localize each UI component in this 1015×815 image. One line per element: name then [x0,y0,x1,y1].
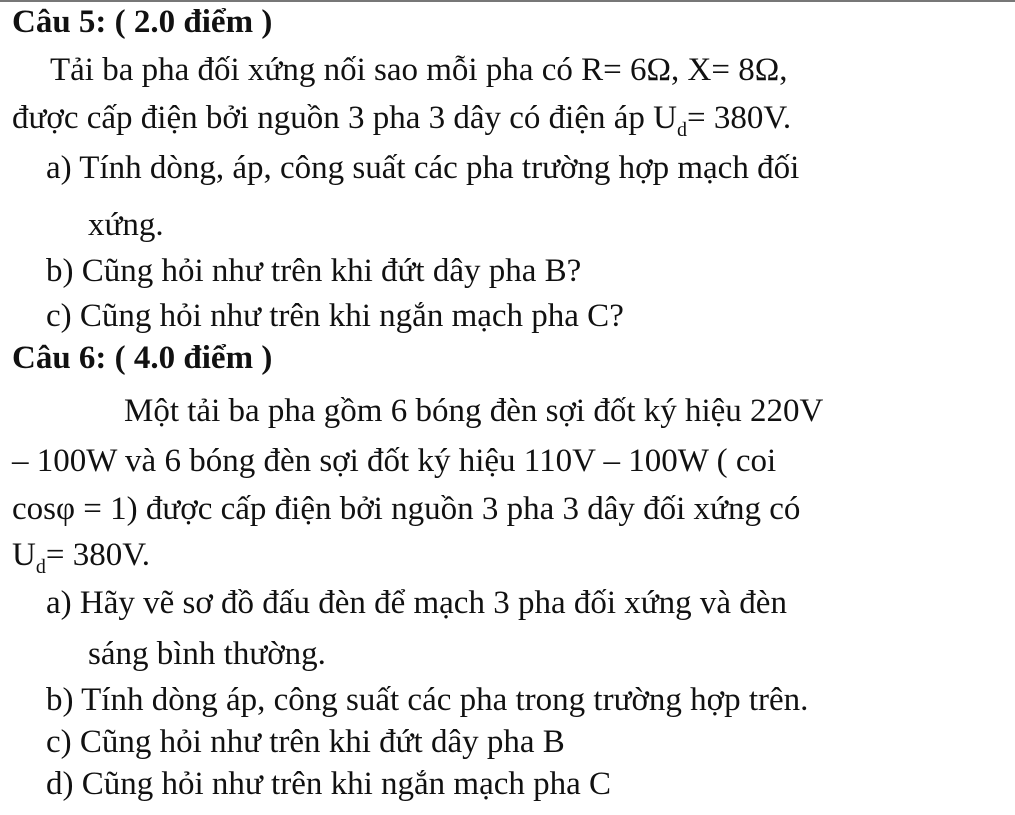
q6-statement-line3: cosφ = 1) được cấp điện bởi nguồn 3 pha 3 dây đối xứng có [12,491,801,527]
q6-part-c: c) Cũng hỏi như trên khi đứt dây pha B [46,724,565,760]
q6-part-a-line2: sáng bình thường. [88,636,326,672]
q5-part-c: c) Cũng hỏi như trên khi ngắn mạch pha C? [46,298,624,334]
q6-part-b: b) Tính dòng áp, công suất các pha trong trường hợp trên. [46,682,809,718]
q5-statement-line2 [12,98,791,150]
q6-part-d: d) Cũng hỏi như trên khi ngắn mạch pha C [46,766,612,802]
q6-line4-subscript: d [35,556,46,578]
q5-part-a-line1: a) Tính dòng, áp, công suất các pha trường hợp mạch đối [46,150,800,186]
q5-part-a-line2: xứng. [88,207,164,243]
q5-part-b: b) Cũng hỏi như trên khi đứt dây pha B? [46,253,582,289]
q6-heading: Câu 6: ( 4.0 điểm ) [12,340,273,376]
q6-line4-text: U [12,537,36,573]
q6-line4-value: = 380V. [45,537,151,573]
q6-part-a-line1: a) Hãy vẽ sơ đồ đấu đèn để mạch 3 pha đối xứng và đèn [46,585,787,621]
q5-heading: Câu 5: ( 2.0 điểm ) [12,4,273,40]
q6-statement-line1: Một tải ba pha gồm 6 bóng đèn sợi đốt ký hiệu 220V [124,393,824,429]
q5-line2-subscript: d [676,119,687,141]
q5-line2-value: = 380V. [686,100,792,136]
q5-line2-text: được cấp điện bởi nguồn 3 pha 3 dây có điện áp U [12,100,677,136]
q6-statement-line4 [12,535,150,587]
q6-statement-line2: – 100W và 6 bóng đèn sợi đốt ký hiệu 110V – 100W ( coi [12,443,777,479]
q5-statement-line1: Tải ba pha đối xứng nối sao mỗi pha có R= 6Ω, X= 8Ω, [50,52,788,88]
